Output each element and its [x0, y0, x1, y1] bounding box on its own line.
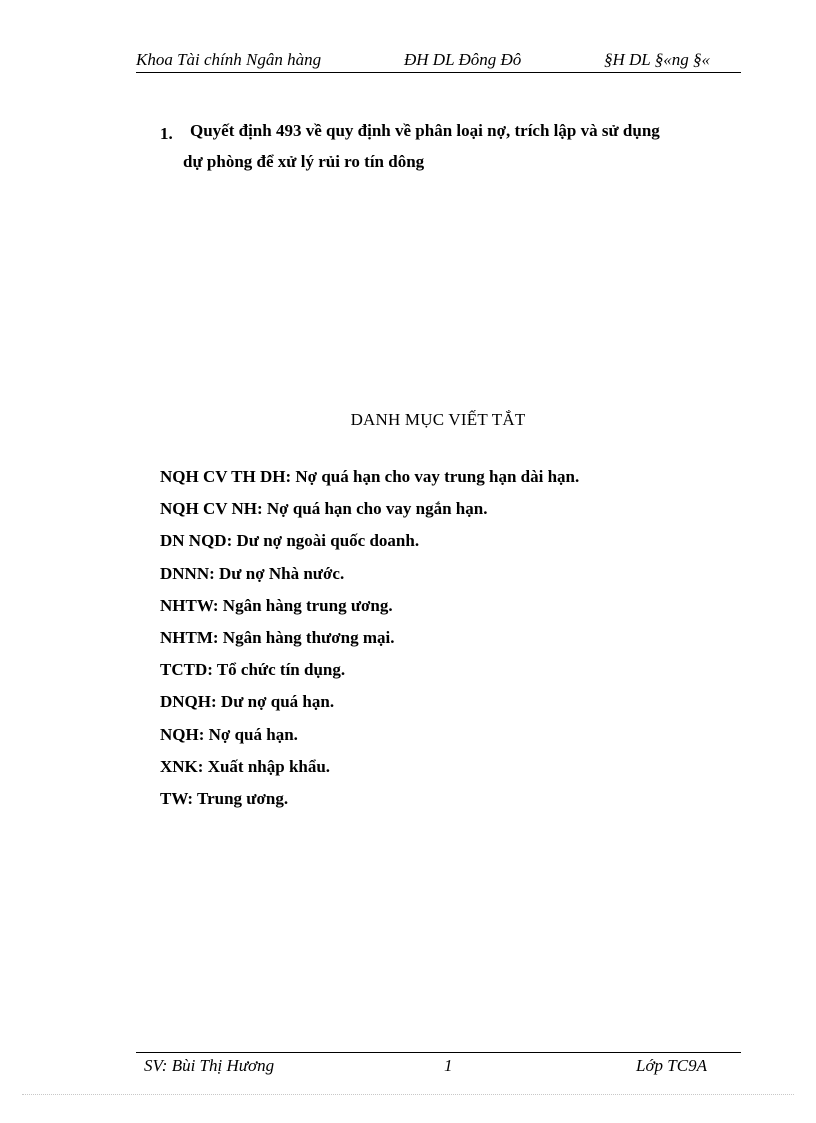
abbreviation-item: NHTW: Ngân hàng trung ương.	[160, 595, 393, 615]
section-title-line2: dự phòng để xử lý rủi ro tín dông	[183, 152, 425, 171]
section-heading	[160, 115, 750, 177]
page-header	[136, 50, 741, 73]
abbreviation-item: DNQH: Dư nợ quá hạn.	[160, 692, 335, 712]
abbreviation-item: NQH CV TH DH: Nợ quá hạn cho vay trung hạn dài hạn.	[160, 467, 580, 486]
abbreviation-list-title: DANH MỤC VIẾT TẮT	[350, 410, 526, 429]
abbreviation-list	[160, 463, 579, 817]
footer-page-number: 1	[444, 1056, 453, 1075]
header-faculty: Khoa Tài chính Ngân hàng	[136, 50, 322, 69]
abbreviation-item: TW: Trung ương.	[160, 788, 289, 808]
section-number: 1.	[160, 124, 173, 143]
abbreviation-item: XNK: Xuất nhập khẩu.	[160, 756, 331, 776]
footer-class: Lớp TC9A	[636, 1056, 707, 1075]
page-edge-divider	[22, 1094, 794, 1095]
abbreviation-item: NHTM: Ngân hàng thương mại.	[160, 627, 395, 647]
abbreviation-item: NQH: Nợ quá hạn.	[160, 724, 298, 744]
footer-student: SV: Bùi Thị Hương	[144, 1056, 275, 1075]
section-title	[160, 115, 750, 177]
abbreviation-item: TCTD: Tổ chức tín dụng.	[160, 660, 346, 680]
header-university-legacy-font: §H DL §«ng §«	[604, 50, 710, 69]
header-university: ĐH DL Đông Đô	[404, 50, 522, 69]
abbreviation-item: NQH CV NH: Nợ quá hạn cho vay ngắn hạn.	[160, 499, 488, 519]
abbreviation-item: DNNN: Dư nợ Nhà nước.	[160, 563, 345, 583]
section-title-line1: Quyết định 493 về quy định về phân loại nợ, trích lập và sử dụng	[190, 121, 660, 140]
page-footer	[136, 1052, 741, 1077]
abbreviation-item: DN NQD: Dư nợ ngoài quốc doanh.	[160, 531, 420, 551]
